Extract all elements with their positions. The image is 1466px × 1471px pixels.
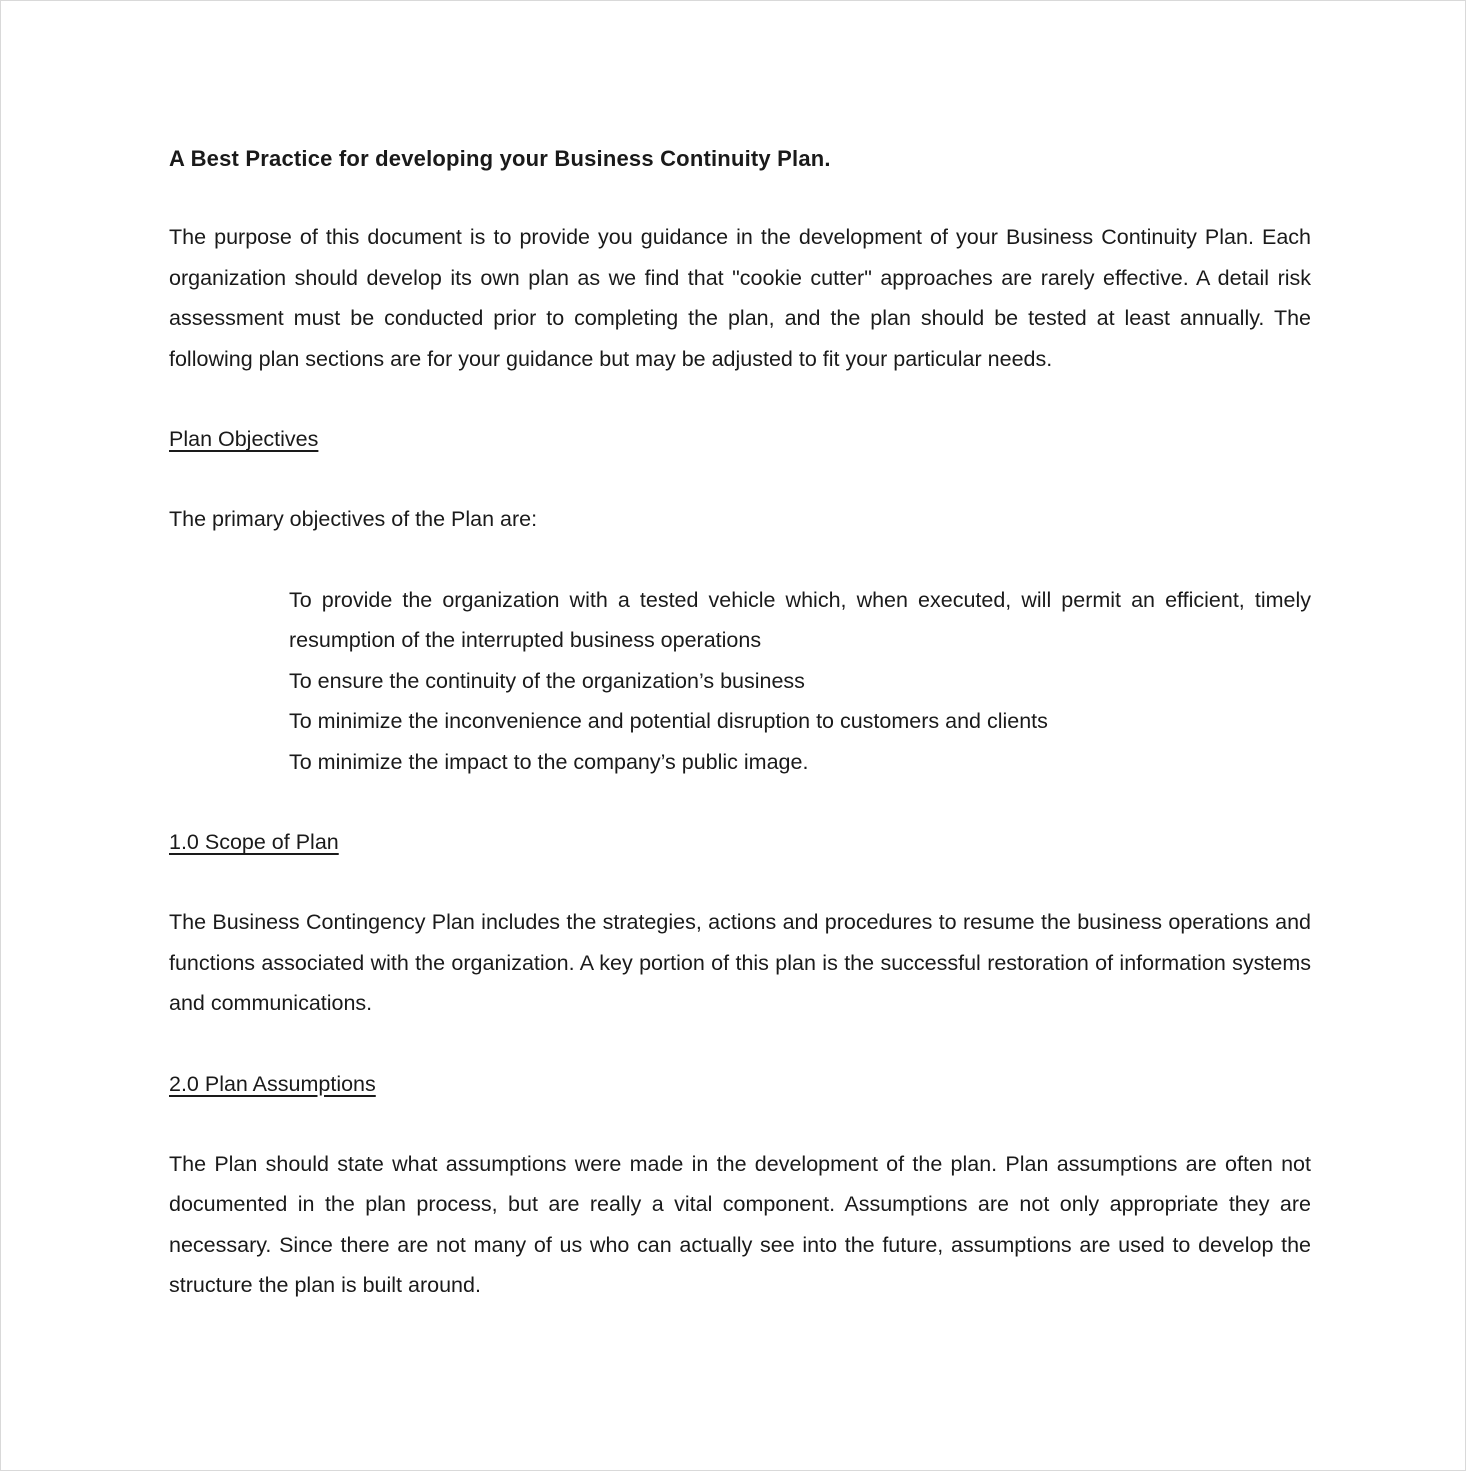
document-body [169,139,1311,1306]
scope-paragraph: The Business Contingency Plan includes the strategies, actions and procedures to resume the business operations and functions associated with the organization. A key portion of this plan is the successful restoration of information systems and communications. [169,910,1311,1015]
objectives-lead: The primary objectives of the Plan are: [169,507,538,531]
spacer [169,179,1311,217]
spacer [169,1104,1311,1144]
assumptions-heading: 2.0 Plan Assumptions [169,1071,376,1096]
intro-paragraph: The purpose of this document is to provide you guidance in the development of your Business Continuity Plan. Each organization should develop its own plan as we find that "cookie cutter" approaches are rarely effective. A detail risk assessment must be conducted prior to completing the plan, and the plan should be tested at least annually. The following plan sections are for your guidance but may be adjusted to fit your particular needs. [169,225,1311,371]
objective-item: To minimize the inconvenience and potential disruption to customers and clients [289,709,1048,733]
spacer [169,862,1311,902]
scope-heading: 1.0 Scope of Plan [169,830,339,854]
assumptions-paragraph: The Plan should state what assumptions were made in the development of the plan. Plan assumptions are often not documented in the plan process, but are really a vital component. Assumptions are not only appropriate they are necessary. Since there are not many of us who can actually see into the future, assumptions are used to develop the structure the plan is built around. [169,1151,1311,1297]
objectives-list [169,580,1311,783]
spacer [169,459,1311,499]
spacer [169,1024,1311,1064]
objective-item: To provide the organization with a tested vehicle which, when executed, will permit an efficient, timely resumption of the interrupted business operations [289,587,1311,652]
objectives-heading: Plan Objectives [169,427,319,451]
document-title: A Best Practice for developing your Business Continuity Plan. [169,146,831,171]
objective-item: To ensure the continuity of the organization’s business [289,668,805,693]
spacer [169,782,1311,822]
spacer [169,540,1311,580]
objective-item: To minimize the impact to the company’s public image. [289,749,809,774]
spacer [169,379,1311,419]
